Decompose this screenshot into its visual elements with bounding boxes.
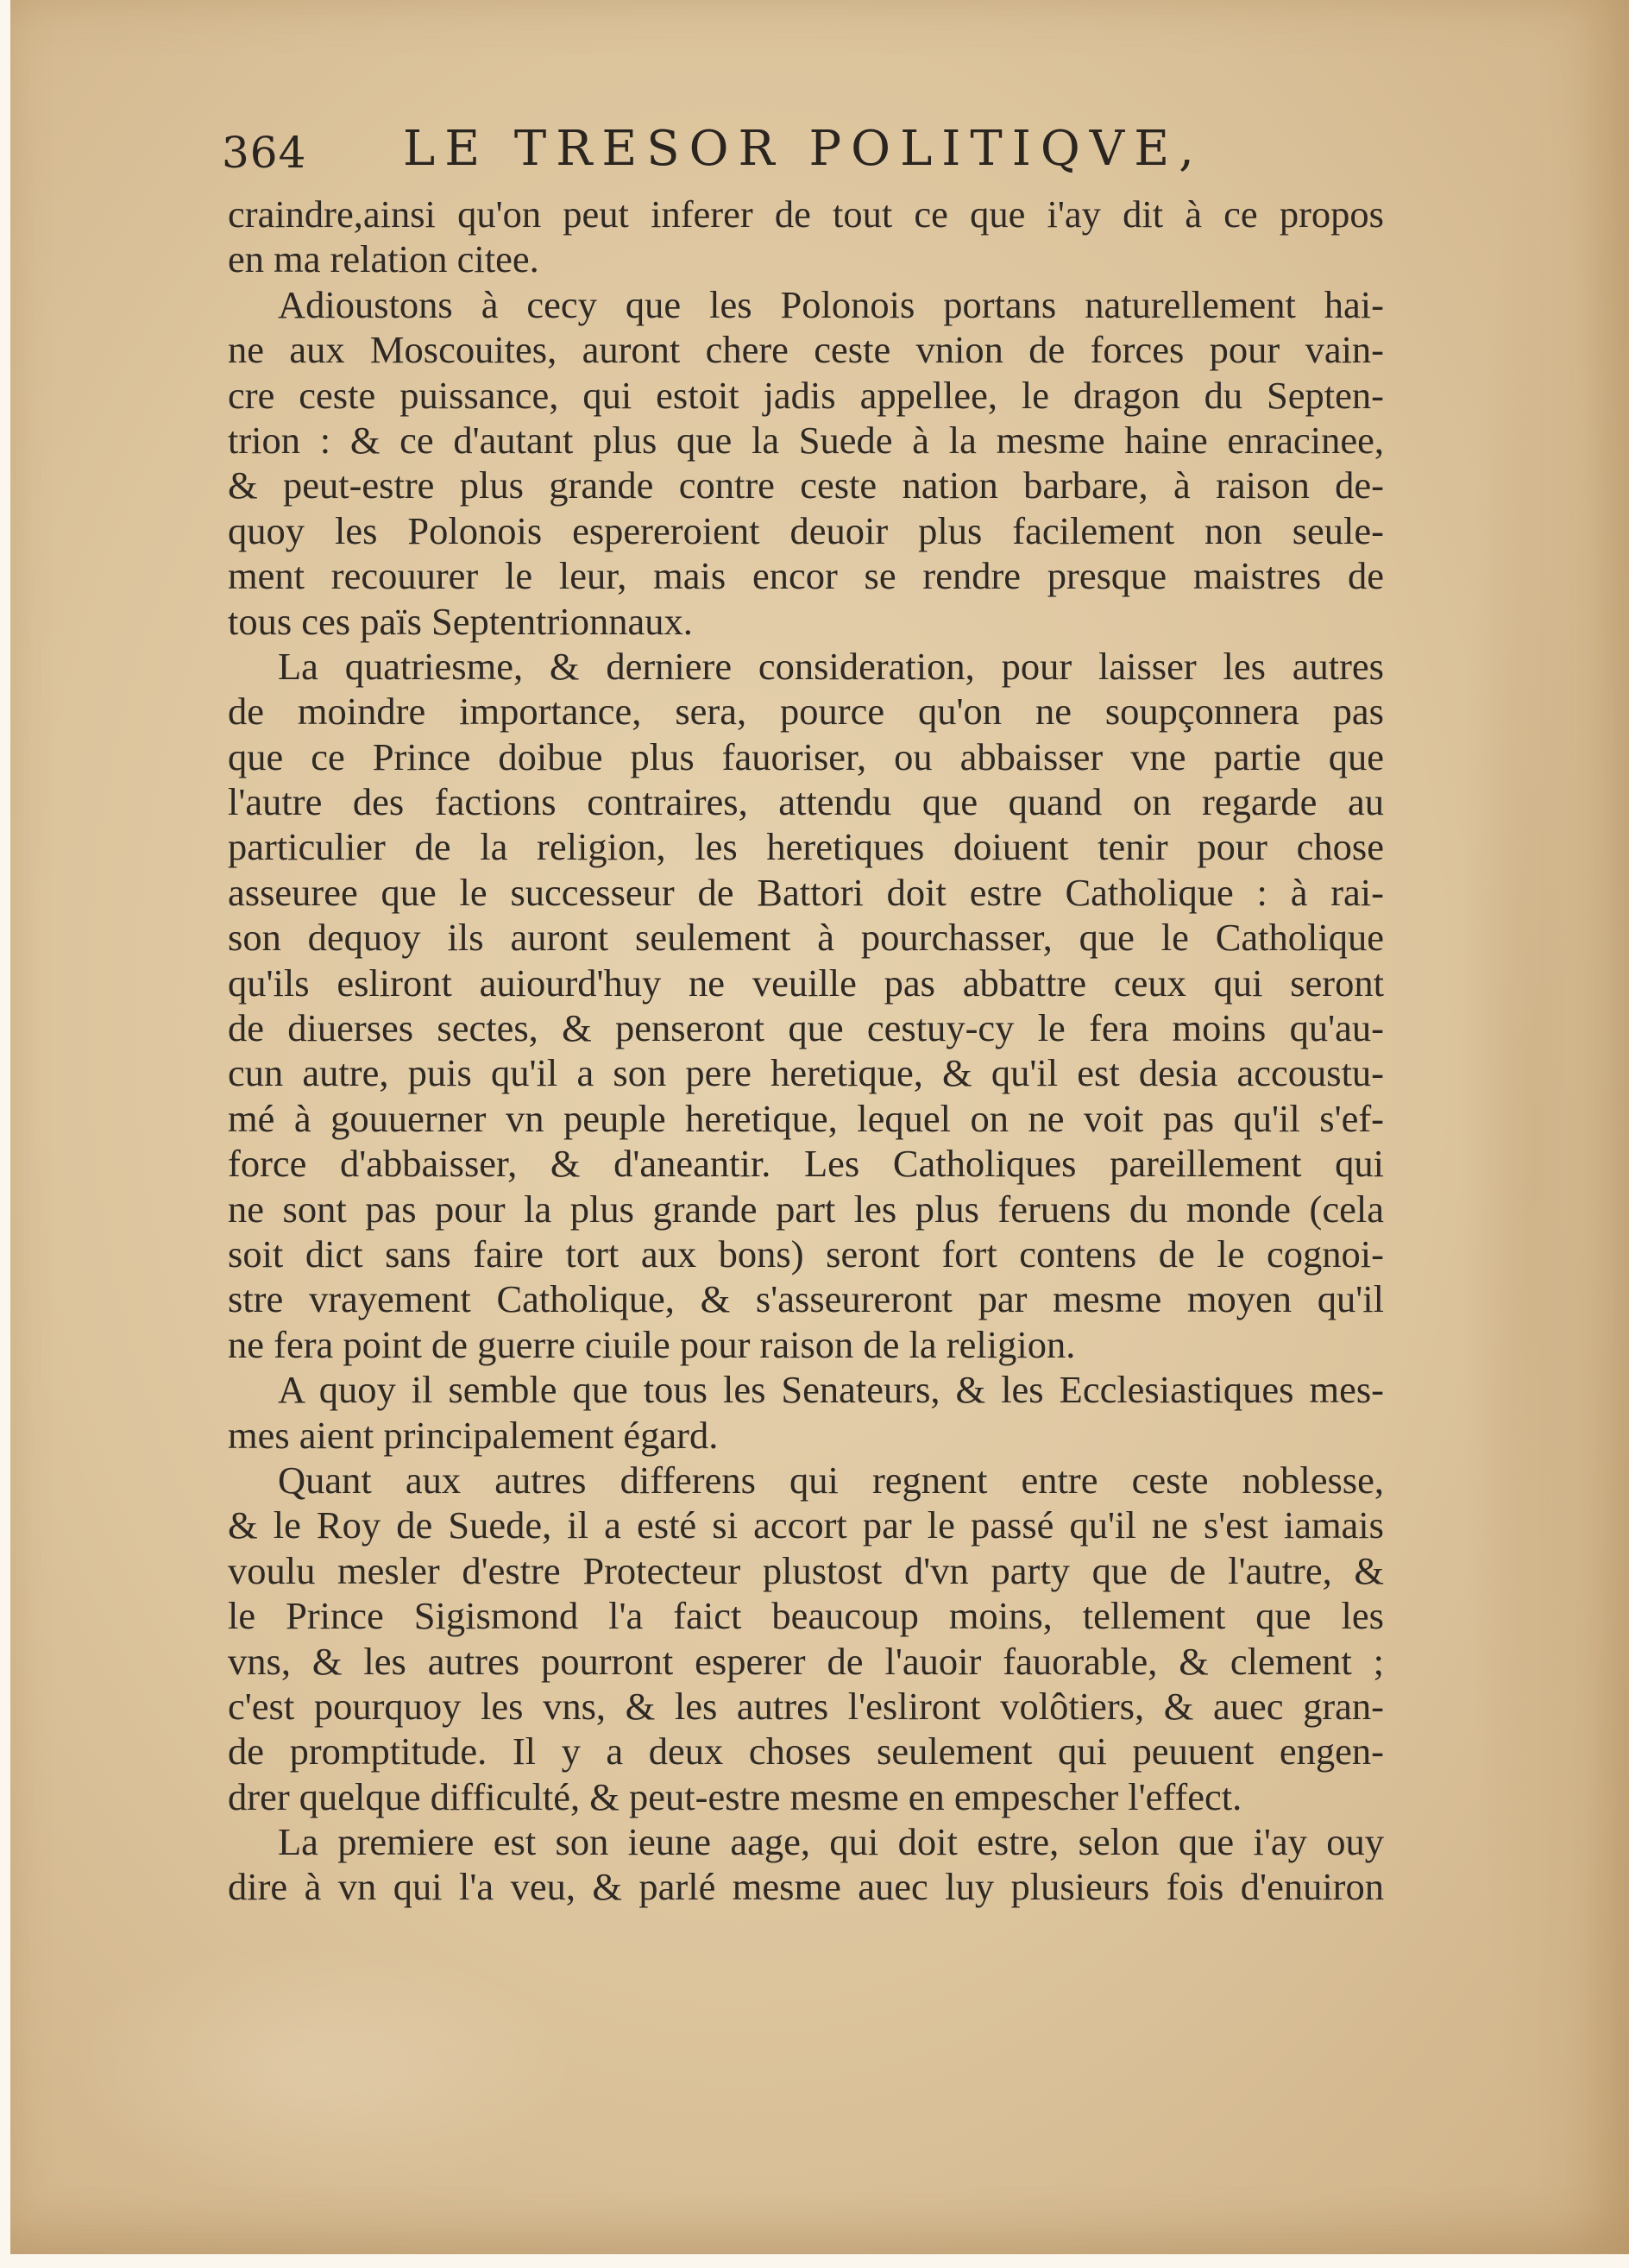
text-line: vns, & les autres pourront esperer de l'auoir fauorable, & clement ; (228, 1639, 1384, 1683)
text-line: stre vrayement Catholique, & s'asseureront par mesme moyen qu'il (228, 1277, 1384, 1321)
book-page (10, 0, 1629, 2254)
text-line: son dequoy ils auront seulement à pourchasser, que le Catholique (228, 916, 1384, 960)
text-line: cre ceste puissance, qui estoit jadis appellee, le dragon du Septen- (228, 373, 1384, 417)
text-line: de promptitude. Il y a deux choses seulement qui peuuent engen- (228, 1729, 1384, 1773)
text-line: mé à gouuerner vn peuple heretique, lequel on ne voit pas qu'il s'ef- (228, 1096, 1384, 1140)
text-line: particulier de la religion, les heretiques doiuent tenir pour chose (228, 825, 1384, 869)
text-line: ne sont pas pour la plus grande part les plus feruens du monde (cela (228, 1187, 1384, 1231)
paper-stain (1460, 104, 1607, 2175)
text-line: craindre,ainsi qu'on peut inferer de tout ce que i'ay dit à ce propos (228, 192, 1384, 236)
text-line: cun autre, puis qu'il a son pere heretique, & qu'il est desia accoustu- (228, 1051, 1384, 1095)
text-line: le Prince Sigismond l'a faict beaucoup moins, tellement que les (228, 1594, 1384, 1638)
text-line: A quoy il semble que tous les Senateurs, & les Ecclesiastiques mes- (278, 1368, 1384, 1412)
text-line: trion : & ce d'autant plus que la Suede à la mesme haine enracinee, (228, 418, 1384, 462)
paper-stain (62, 1942, 580, 2201)
text-line: ne aux Moscouites, auront chere ceste vnion de forces pour vain- (228, 328, 1384, 372)
text-line: quoy les Polonois espereroient deuoir plus facilement non seule- (228, 508, 1384, 552)
text-line: soit dict sans faire tort aux bons) seront fort contens de le cognoi- (228, 1232, 1384, 1276)
text-line: force d'abbaisser, & d'aneantir. Les Catholiques pareillement qui (228, 1142, 1384, 1186)
page-number: 364 (222, 128, 307, 178)
text-line: asseuree que le successeur de Battori doit estre Catholique : à rai- (228, 870, 1384, 914)
text-line: & le Roy de Suede, il a esté si accort par le passé qu'il ne s'est iamais (228, 1503, 1384, 1547)
running-title: LE TRESOR POLITIQVE, (403, 121, 1204, 177)
text-line: que ce Prince doibue plus fauoriser, ou abbaisser vne partie que (228, 734, 1384, 778)
text-line: de diuerses sectes, & penseront que cestuy-cy le fera moins qu'au- (228, 1006, 1384, 1050)
text-line: La premiere est son ieune aage, qui doit estre, selon que i'ay ouy (278, 1820, 1384, 1864)
body-text (228, 192, 1384, 1910)
text-line: & peut-estre plus grande contre ceste nation barbare, à raison de- (228, 463, 1384, 507)
text-line: ment recouurer le leur, mais encor se rendre presque maistres de (228, 554, 1384, 598)
text-line: dire à vn qui l'a veu, & parlé mesme auec luy plusieurs fois d'enuiron (228, 1865, 1384, 1909)
running-head (222, 121, 1257, 181)
text-line: drer quelque difficulté, & peut-estre mesme en empescher l'effect. (228, 1774, 1242, 1818)
text-line: Quant aux autres differens qui regnent entre ceste noblesse, (278, 1458, 1384, 1502)
text-line: tous ces païs Septentrionnaux. (228, 599, 693, 643)
text-line: voulu mesler d'estre Protecteur plustost d'vn party que de l'autre, & (228, 1548, 1384, 1592)
text-line: de moindre importance, sera, pource qu'on ne soupçonnera pas (228, 690, 1384, 734)
text-line: ne fera point de guerre ciuile pour raison de la religion. (228, 1322, 1076, 1366)
text-line: c'est pourquoy les vns, & les autres l'esliront volôtiers, & auec gran- (228, 1684, 1384, 1728)
text-line: mes aient principalement égard. (228, 1413, 719, 1457)
text-line: La quatriesme, & derniere consideration, pour laisser les autres (278, 644, 1384, 688)
text-line: qu'ils esliront auiourd'huy ne veuille pas abbattre ceux qui seront (228, 961, 1384, 1005)
text-line: en ma relation citee. (228, 237, 539, 281)
text-line: l'autre des factions contraires, attendu que quand on regarde au (228, 780, 1384, 824)
text-line: Adioustons à cecy que les Polonois portans naturellement hai- (278, 282, 1384, 326)
